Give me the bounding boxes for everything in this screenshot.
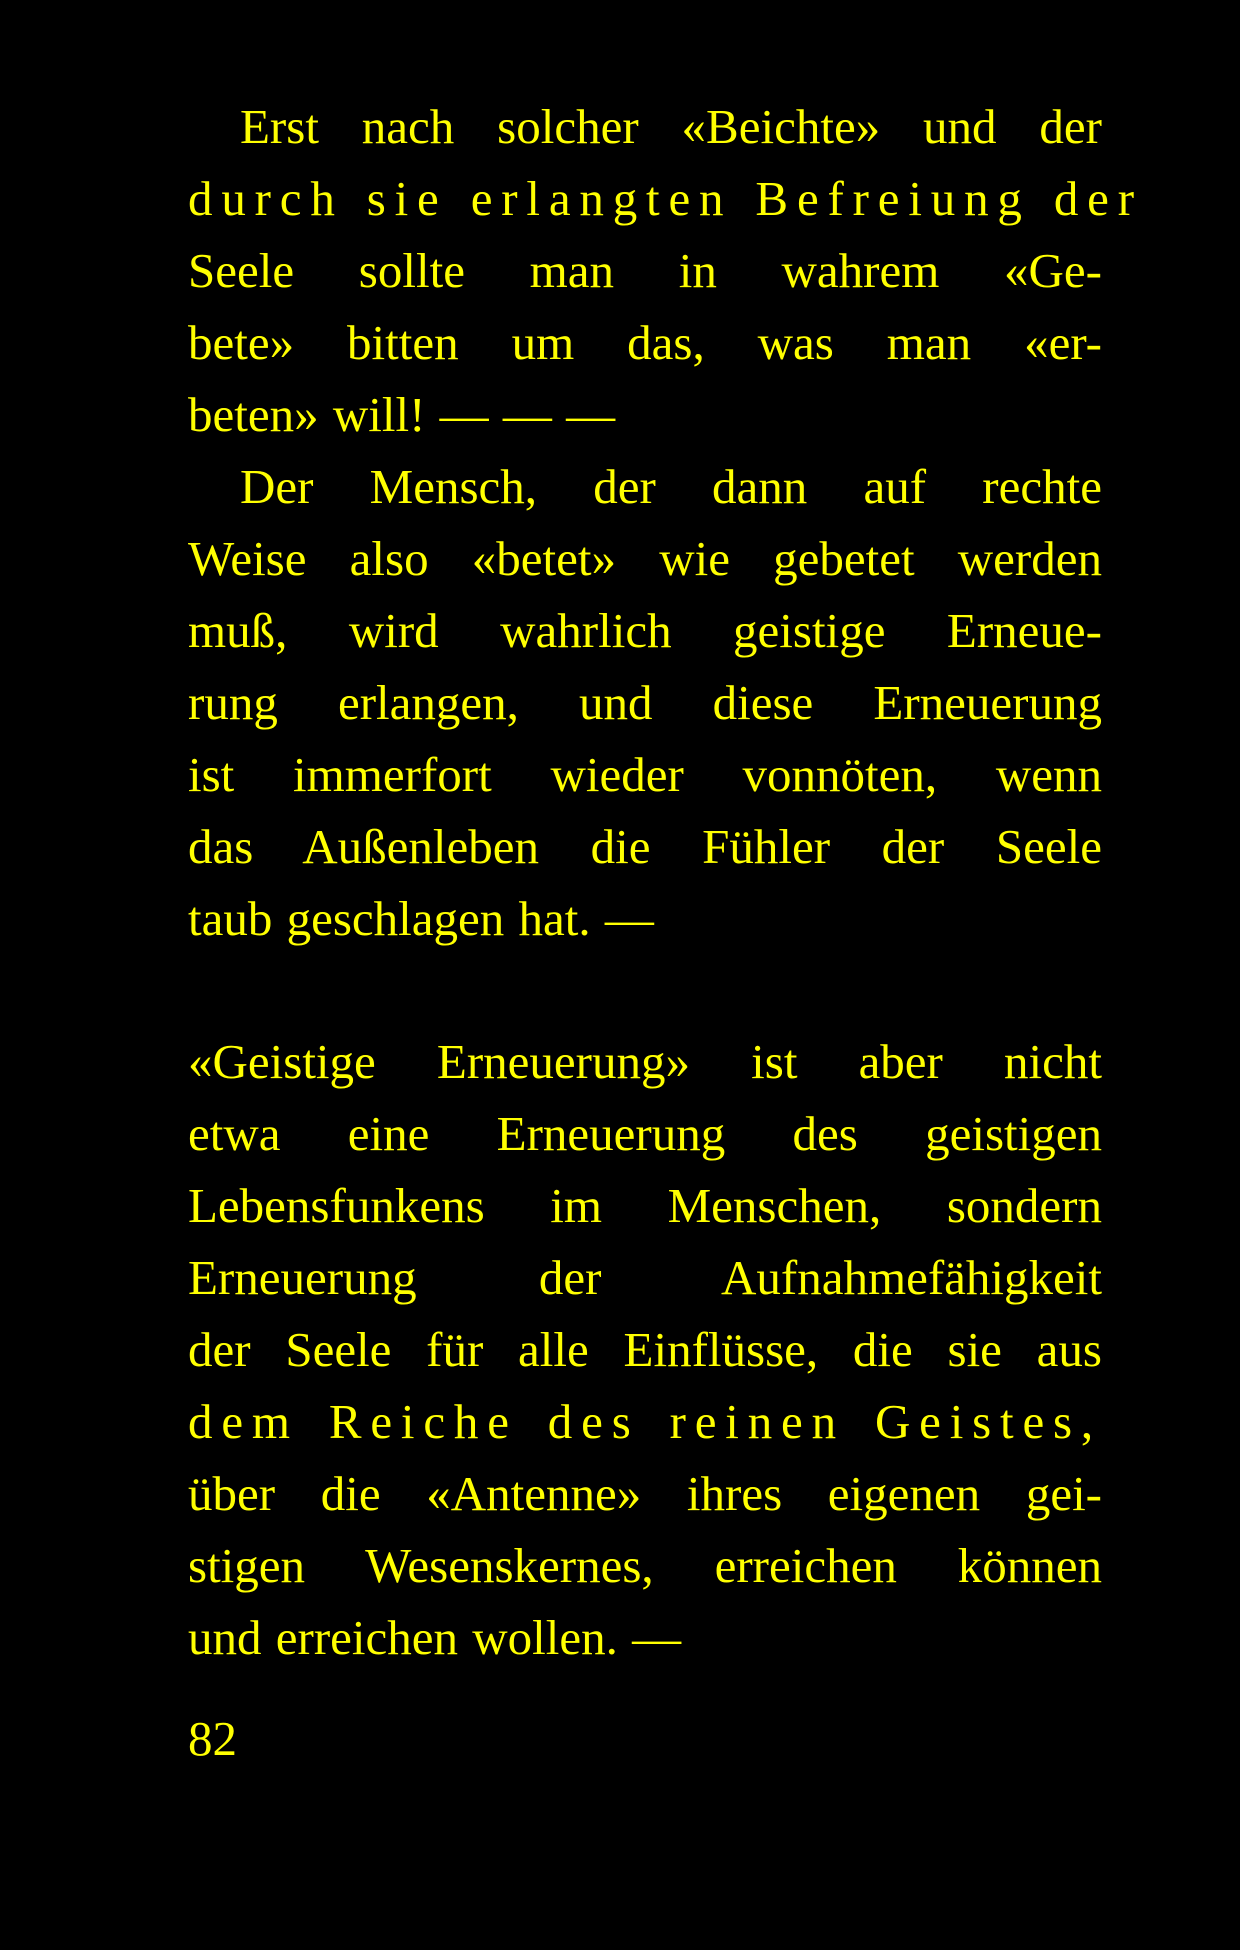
text-line: Weise also «betet» wie gebetet werden xyxy=(188,531,1102,586)
text-line: Seele sollte man in wahrem «Ge- xyxy=(188,243,1102,298)
text-line: Erneuerung der Aufnahmefähigkeit xyxy=(188,1250,1102,1305)
paragraph-beichte xyxy=(188,91,1143,451)
text-section-1 xyxy=(188,91,1143,955)
page-number: 82 xyxy=(188,1711,237,1766)
text-line: dem Reiche des reinen Geistes, xyxy=(188,1394,1102,1449)
text-line: Lebensfunkens im Menschen, sondern xyxy=(188,1178,1102,1233)
text-line: Der Mensch, der dann auf rechte xyxy=(240,459,1102,514)
text-line: taub geschlagen hat. — xyxy=(188,891,654,946)
text-line: und erreichen wollen. — xyxy=(188,1610,682,1665)
paragraph-geistige-erneuerung xyxy=(188,1026,1102,1674)
text-line: durch sie erlangten Befreiung der xyxy=(188,171,1143,226)
text-line: ist immerfort wieder vonnöten, wenn xyxy=(188,747,1102,802)
text-line: bete» bitten um das, was man «er- xyxy=(188,315,1102,370)
text-line: muß, wird wahrlich geistige Erneue- xyxy=(188,603,1102,658)
text-line: der Seele für alle Einflüsse, die sie aus xyxy=(188,1322,1102,1377)
text-line: «Geistige Erneuerung» ist aber nicht xyxy=(188,1034,1102,1089)
text-line: stigen Wesenskernes, erreichen können xyxy=(188,1538,1102,1593)
text-line: rung erlangen, und diese Erneuerung xyxy=(188,675,1102,730)
text-line: das Außenleben die Fühler der Seele xyxy=(188,819,1102,874)
text-line: etwa eine Erneuerung des geistigen xyxy=(188,1106,1102,1161)
text-line: Erst nach solcher «Beichte» und der xyxy=(240,99,1102,154)
text-line: über die «Antenne» ihres eigenen gei- xyxy=(188,1466,1102,1521)
text-section-2 xyxy=(188,1026,1102,1674)
text-line: beten» will! — — — xyxy=(188,387,616,442)
paragraph-mensch xyxy=(188,451,1102,955)
